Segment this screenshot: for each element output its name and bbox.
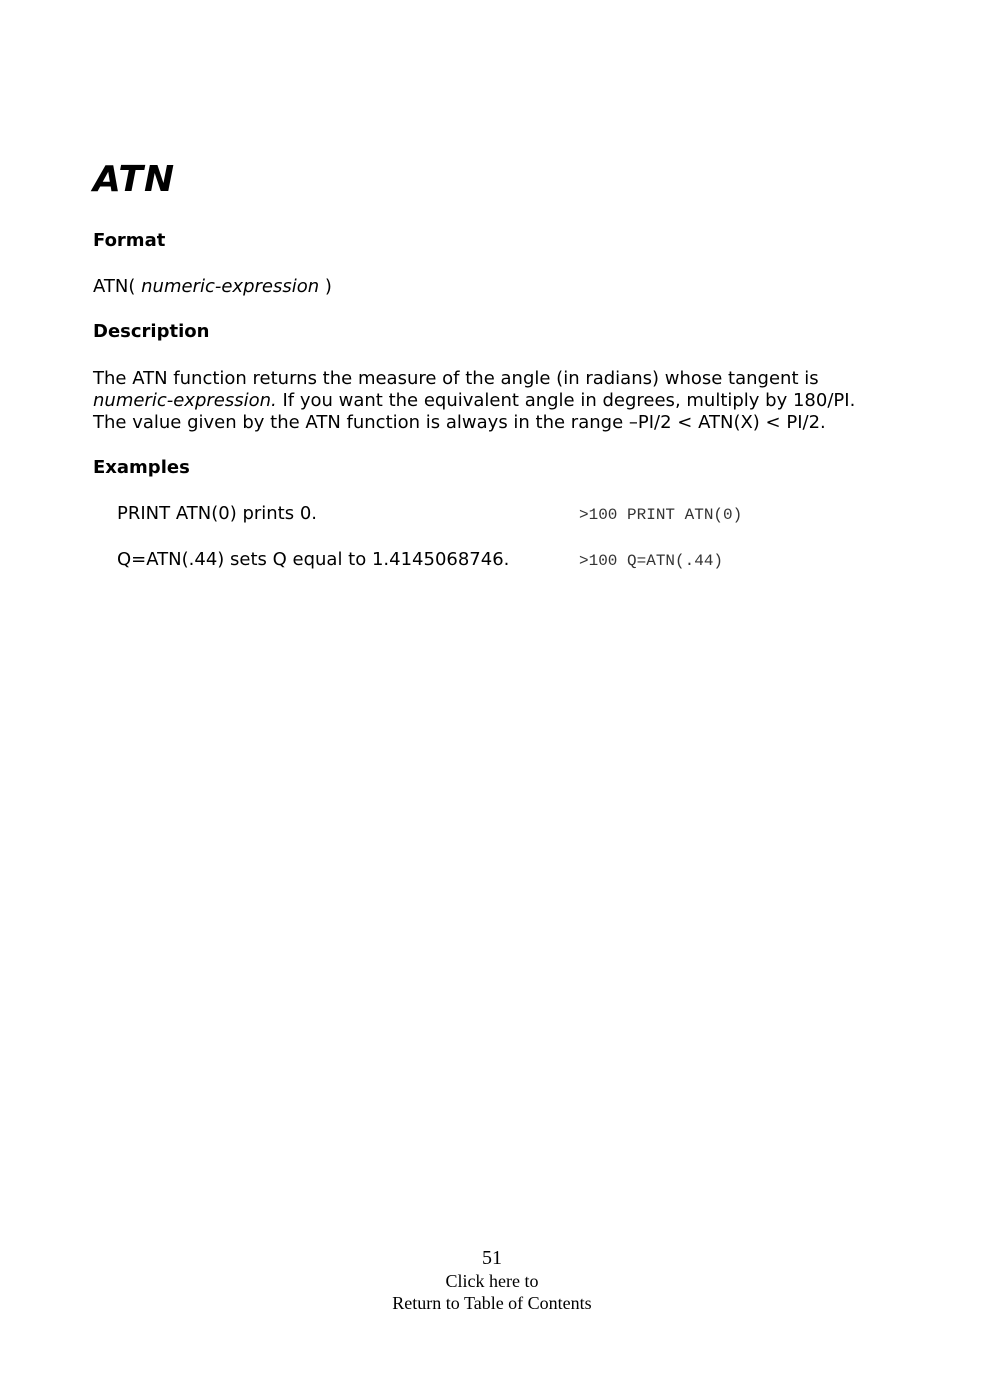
example-description: PRINT ATN(0) prints 0. xyxy=(117,503,318,524)
example-description: Q=ATN(.44) sets Q equal to 1.4145068746. xyxy=(117,549,510,570)
description-text xyxy=(93,368,883,434)
description-part2: If you want the equivalent angle in degrees, multiply by 180/PI. The value given by the ATN function is always in the range –PI/2 < ATN(X) < PI/2. xyxy=(93,390,856,433)
description-heading: Description xyxy=(93,321,210,342)
format-heading: Format xyxy=(93,230,166,251)
description-italic: numeric-expression. xyxy=(93,390,277,411)
page-footer xyxy=(0,1246,984,1314)
format-argument: numeric-expression xyxy=(141,276,320,297)
example-row xyxy=(117,502,887,528)
page-title: ATN xyxy=(93,159,176,200)
toc-link-line1[interactable]: Click here to xyxy=(445,1271,539,1291)
format-prefix: ATN( xyxy=(93,276,142,297)
example-row xyxy=(117,548,887,574)
format-suffix: ) xyxy=(319,276,332,297)
toc-link-line2[interactable]: Return to Table of Contents xyxy=(392,1293,592,1313)
description-part1: The ATN function returns the measure of the angle (in radians) whose tangent is xyxy=(93,368,819,389)
example-code: >100 Q=ATN(.44) xyxy=(579,552,724,570)
example-code: >100 PRINT ATN(0) xyxy=(579,506,743,524)
format-syntax xyxy=(93,275,332,299)
page-number: 51 xyxy=(482,1247,502,1269)
examples-heading: Examples xyxy=(93,457,190,478)
